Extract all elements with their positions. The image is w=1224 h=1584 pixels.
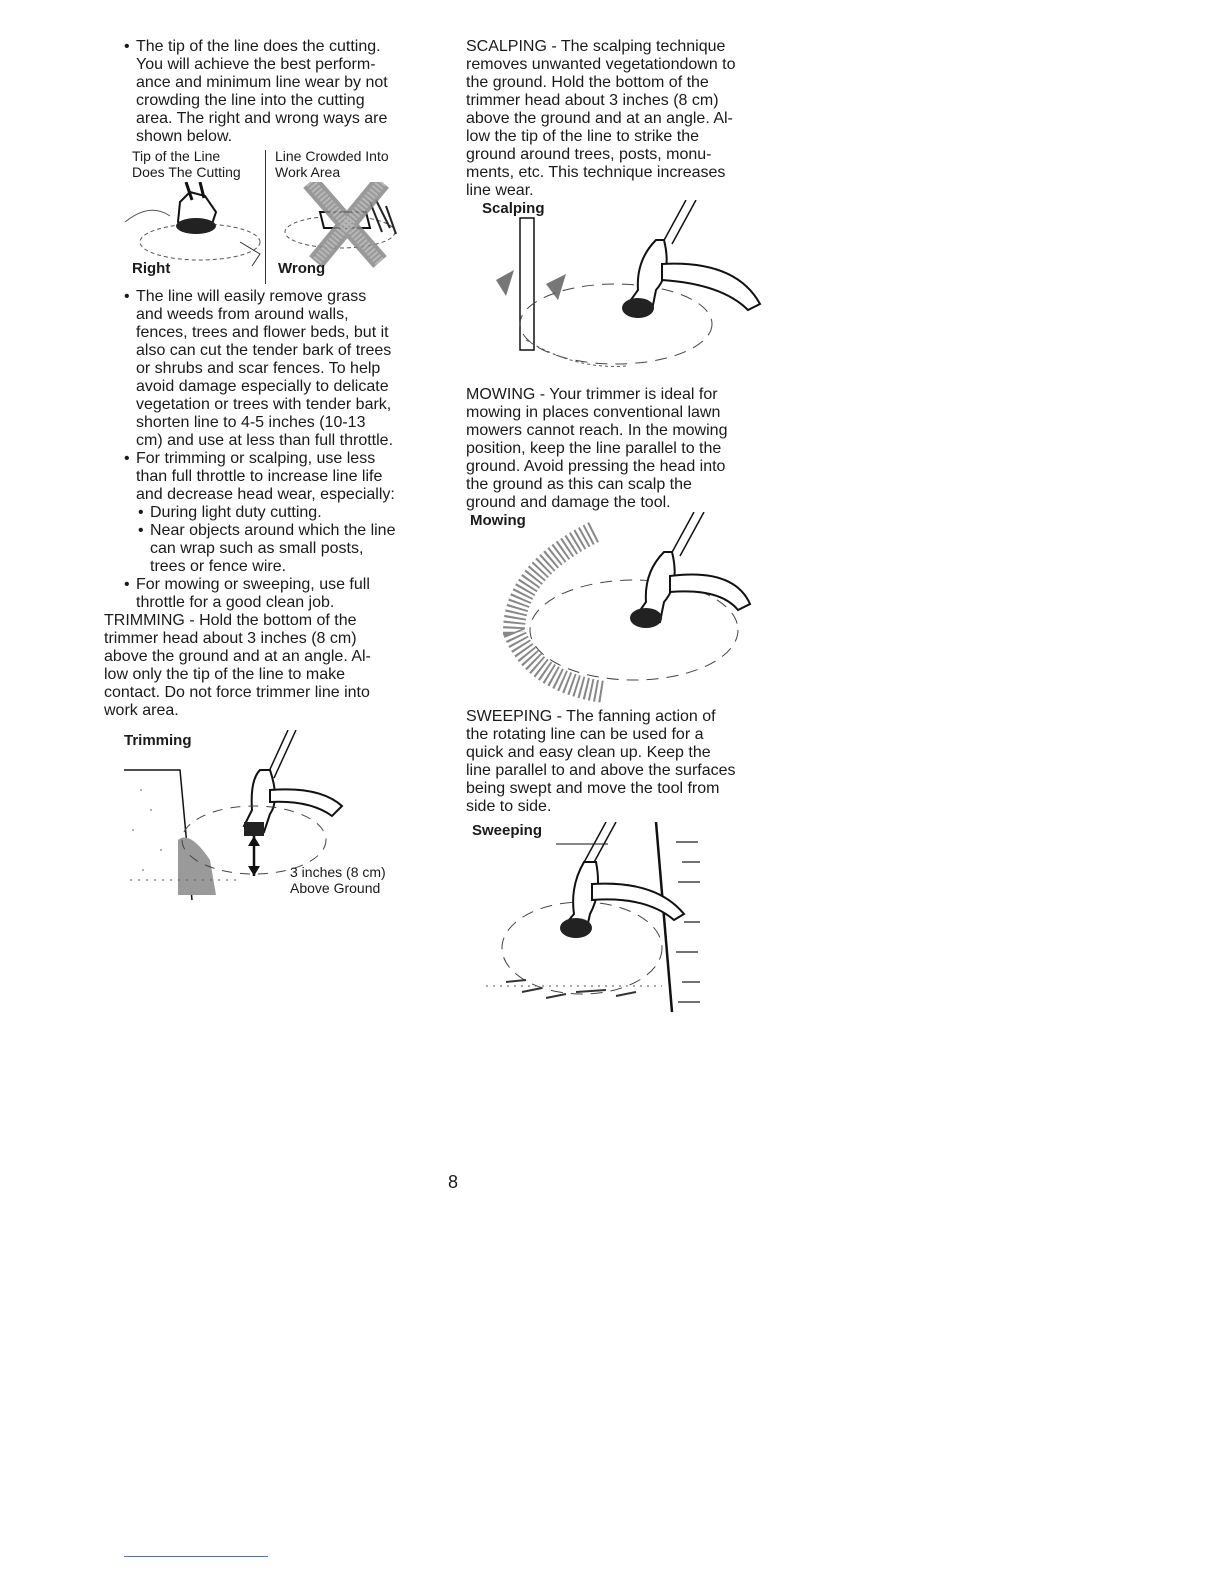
mowing-label: Mowing (470, 512, 526, 529)
sweeping-label: Sweeping (472, 822, 543, 839)
text-line: ground. Avoid pressing the head into (466, 458, 726, 475)
text-line: and decrease head wear, especially: (136, 486, 395, 503)
scalping-figure (466, 200, 786, 386)
sweeping-paragraph (466, 708, 786, 816)
mowing-figure (466, 512, 786, 708)
page-number: 8 (448, 1172, 459, 1192)
right-label: Right (132, 260, 171, 277)
sweeping-illustration (486, 822, 736, 1018)
text-line: line wear. (466, 182, 534, 199)
wrong-caption (275, 148, 389, 180)
text-line: mowers cannot reach. In the mowing (466, 422, 728, 439)
text-line: • During light duty cutting. (150, 504, 322, 521)
intro-line: You will achieve the best perform- (136, 56, 376, 73)
text-line: low only the tip of the line to make (104, 666, 346, 683)
text-line: being swept and move the tool from (466, 780, 720, 797)
intro-line: crowding the line into the cutting (136, 92, 365, 109)
text-line: TRIMMING - Hold the bottom of the (104, 612, 357, 629)
text-line: side to side. (466, 798, 552, 815)
text-line: • For mowing or sweeping, use full (136, 576, 370, 593)
text-line: ground and damage the tool. (466, 494, 671, 511)
bullet-mowing-sweeping (120, 576, 440, 612)
text-line: shorten line to 4-5 inches (10-13 (136, 414, 366, 431)
trimming-caption (290, 864, 386, 896)
mowing-paragraph (466, 386, 786, 512)
intro-line: shown below. (136, 128, 233, 145)
text-line: quick and easy clean up. Keep the (466, 744, 711, 761)
scalping-illustration (486, 200, 776, 384)
text-line: than full throttle to increase line life (136, 468, 383, 485)
caption-line: Tip of the Line (132, 148, 221, 164)
scalping-label: Scalping (482, 200, 545, 217)
text-line: the rotating line can be used for a (466, 726, 704, 743)
right-caption (132, 148, 241, 180)
text-line: low the tip of the line to strike the (466, 128, 700, 145)
trimming-label: Trimming (124, 732, 192, 749)
text-line: • The line will easily remove grass (136, 288, 367, 305)
right-wrong-figure (120, 148, 440, 286)
bullet-tip-of-line (120, 38, 440, 146)
text-line: ground around trees, posts, monu- (466, 146, 712, 163)
text-line: MOWING - Your trimmer is ideal for (466, 386, 718, 403)
text-line: can wrap such as small posts, (150, 540, 364, 557)
text-line: work area. (104, 702, 179, 719)
text-line: and weeds from around walls, (136, 306, 349, 323)
text-line: cm) and use at less than full throttle. (136, 432, 394, 449)
trimming-figure (112, 730, 440, 920)
text-line: or shrubs and scar fences. To help (136, 360, 381, 377)
text-line: • For trimming or scalping, use less (136, 450, 376, 467)
bullet-trimming-scalping (120, 450, 440, 504)
footer-rule (124, 1556, 268, 1557)
text-line: also can cut the tender bark of trees (136, 342, 392, 359)
mowing-illustration (494, 512, 754, 706)
text-line: fences, trees and flower beds, but it (136, 324, 389, 341)
text-line: the ground. Hold the bottom of the (466, 74, 709, 91)
left-column (104, 38, 440, 920)
text-line: trees or fence wire. (150, 558, 287, 575)
text-line: throttle for a good clean job. (136, 594, 335, 611)
text-line: SWEEPING - The fanning action of (466, 708, 716, 725)
text-line: above the ground and at an angle. Al- (104, 648, 371, 665)
text-line: ments, etc. This technique increases (466, 164, 726, 181)
text-line: trimmer head about 3 inches (8 cm) (466, 92, 719, 109)
sub-bullet-near-objects (120, 522, 440, 576)
sweeping-figure (466, 822, 786, 1022)
text-line: line parallel to and above the surfaces (466, 762, 736, 779)
right-wrong-illustration (120, 182, 420, 272)
intro-line: area. The right and wrong ways are (136, 110, 388, 127)
text-line: contact. Do not force trimmer line into (104, 684, 370, 701)
caption-line: 3 inches (8 cm) (290, 864, 386, 880)
caption-line: Does The Cutting (132, 164, 241, 180)
caption-line: Line Crowded Into (275, 148, 389, 164)
intro-line: ance and minimum line wear by not (136, 74, 388, 91)
text-line: mowing in places conventional lawn (466, 404, 721, 421)
sub-bullet-light-duty (120, 504, 440, 522)
text-line: trimmer head about 3 inches (8 cm) (104, 630, 357, 647)
text-line: removes unwanted vegetationdown to (466, 56, 736, 73)
caption-line: Work Area (275, 164, 341, 180)
wrong-label: Wrong (278, 260, 326, 277)
trimming-paragraph (104, 612, 440, 720)
scalping-paragraph (466, 38, 786, 200)
text-line: • Near objects around which the line (150, 522, 396, 539)
text-line: vegetation or trees with tender bark, (136, 396, 392, 413)
text-line: above the ground and at an angle. Al- (466, 110, 733, 127)
caption-line: Above Ground (290, 880, 381, 896)
right-column (466, 38, 786, 1022)
text-line: SCALPING - The scalping technique (466, 38, 726, 55)
intro-line: • The tip of the line does the cutting. (136, 38, 381, 55)
text-line: the ground as this can scalp the (466, 476, 692, 493)
bullet-remove-grass (120, 288, 440, 450)
text-line: avoid damage especially to delicate (136, 378, 389, 395)
text-line: position, keep the line parallel to the (466, 440, 722, 457)
